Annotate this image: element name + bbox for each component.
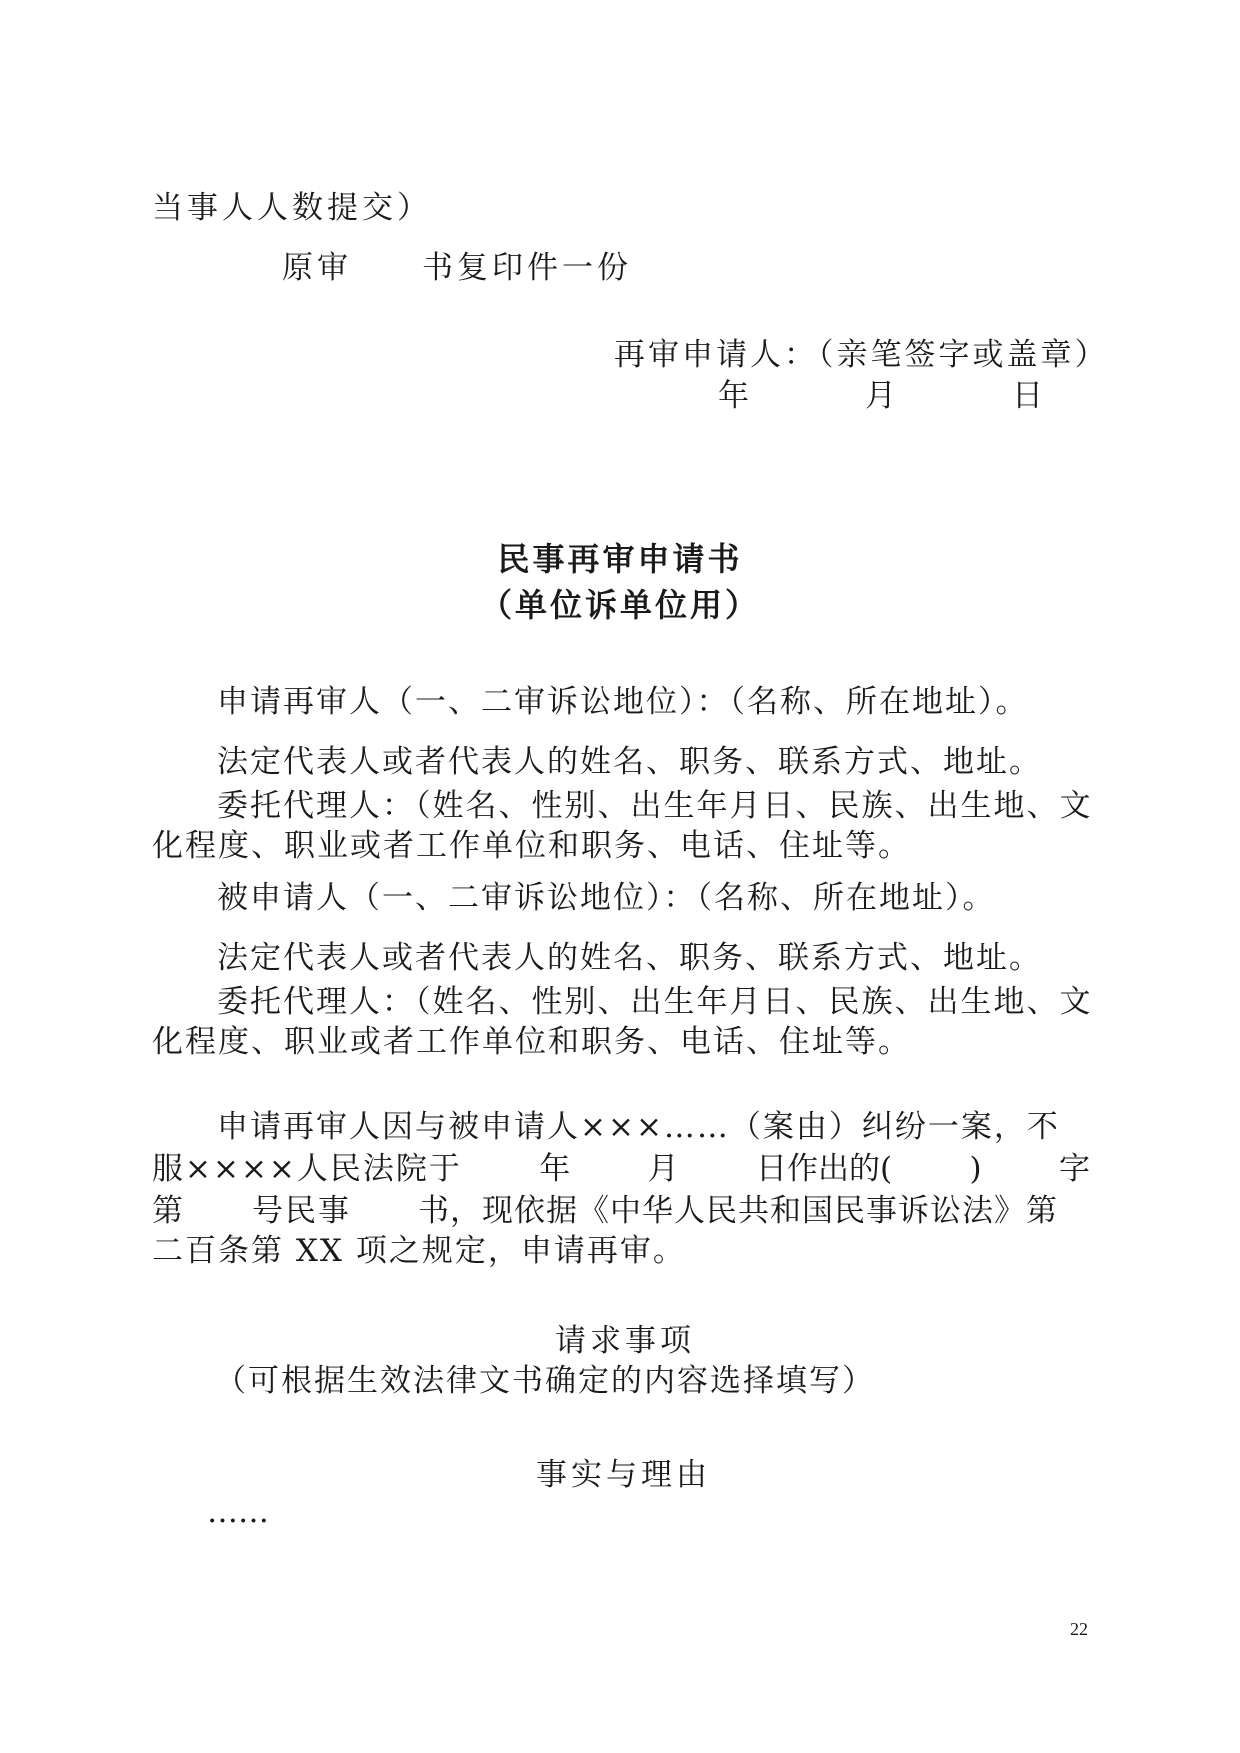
respondent-agent-line-1: 委托代理人：（姓名、性别、出生年月日、民族、出生地、文 xyxy=(217,984,1093,1020)
respondent-representative-line: 法定代表人或者代表人的姓名、职务、联系方式、地址。 xyxy=(217,940,1042,976)
body-line-1: 申请再审人因与被申请人×××……（案由）纠纷一案，不 xyxy=(217,1109,1060,1145)
facts-heading: 事实与理由 xyxy=(536,1457,711,1493)
body-line-3-part: 书，现依据《中华人民共和国民事诉讼法》第 xyxy=(418,1193,1058,1229)
claims-heading: 请求事项 xyxy=(555,1323,695,1359)
applicant-agent-line-2: 化程度、职业或者工作单位和职务、电话、住址等。 xyxy=(152,828,911,864)
respondent-line: 被申请人（一、二审诉讼地位）：（名称、所在地址）。 xyxy=(217,880,996,916)
page-number: 22 xyxy=(1070,1619,1088,1639)
applicant-agent-line-1: 委托代理人：（姓名、性别、出生年月日、民族、出生地、文 xyxy=(217,788,1093,824)
body-line-3-part: 号民事 xyxy=(252,1193,351,1229)
body-line-4: 二百条第 XX 项之规定，申请再审。 xyxy=(152,1233,686,1269)
claims-note: （可根据生效法律文书确定的内容选择填写） xyxy=(215,1363,875,1399)
facts-ellipsis: …… xyxy=(207,1494,269,1530)
document-title: 民事再审申请书 xyxy=(497,540,743,578)
body-line-2-part: 字 xyxy=(1059,1151,1090,1187)
body-line-2-part: 月 xyxy=(647,1151,679,1187)
attachment-original-judgment-line: 原审 书复印件一份 xyxy=(282,250,632,286)
body-line-3-part: 第 xyxy=(152,1193,187,1229)
body-line-2 xyxy=(152,1149,1090,1189)
document-subtitle: （单位诉单位用） xyxy=(479,586,760,624)
applicant-representative-line: 法定代表人或者代表人的姓名、职务、联系方式、地址。 xyxy=(217,744,1042,780)
body-line-2-part: 服××××人民法院于 xyxy=(152,1151,462,1187)
body-line-2-part: 年 xyxy=(539,1151,571,1187)
body-line-2-part: ) xyxy=(969,1151,982,1187)
respondent-agent-line-2: 化程度、职业或者工作单位和职务、电话、住址等。 xyxy=(152,1024,911,1060)
signature-date-line: 年 月 日 xyxy=(718,378,1061,414)
applicant-line: 申请再审人（一、二审诉讼地位）：（名称、所在地址）。 xyxy=(217,684,1029,720)
body-line-2-part: 日作出的( xyxy=(756,1151,893,1187)
attachment-note-line: 当事人人数提交） xyxy=(152,190,432,226)
signature-line: 再审申请人：（亲笔签字或盖章） xyxy=(614,337,1109,373)
